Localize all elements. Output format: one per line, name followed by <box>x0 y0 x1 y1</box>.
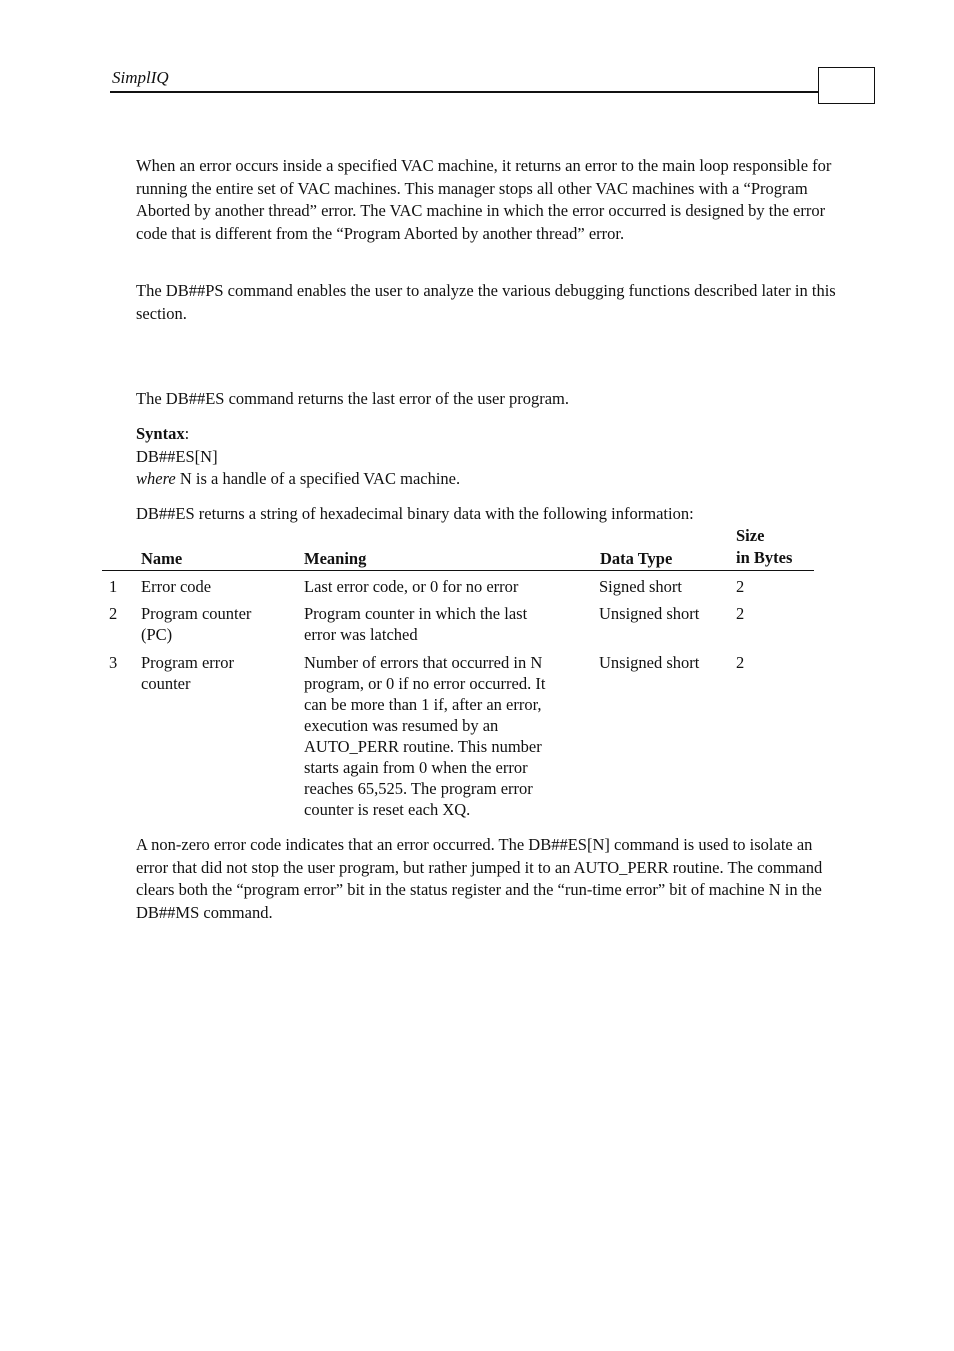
row-name <box>141 603 291 645</box>
error-info-table <box>102 526 814 819</box>
closing-paragraph: A non-zero error code indicates that an error occurred. The DB##ES[N] command is used to isolate an error that did not stop the user program, but rather jumped it to an AUTO_PERR routine. The command clears both the “program error” bit in the status register and the “run-time error” bit of machine N in the DB##MS command. <box>136 835 823 922</box>
row-meaning <box>304 603 586 645</box>
row-meaning-line: Program counter in which the last <box>304 604 528 623</box>
header-size-line1: Size <box>736 526 765 545</box>
row-meaning-line: execution was resumed by an <box>304 716 499 735</box>
syntax-label: Syntax <box>136 424 185 443</box>
row-number: 2 <box>109 604 118 623</box>
header-name: Name <box>141 549 183 568</box>
row-name-line: (PC) <box>141 625 173 644</box>
section-paragraph-2: DB##ES returns a string of hexadecimal binary data with the following information: <box>136 504 694 523</box>
header-rule <box>110 91 820 93</box>
table-header <box>102 526 814 571</box>
row-meaning-line: reaches 65,525. The program error <box>304 779 533 798</box>
row-number: 3 <box>109 653 118 672</box>
row-name-line: Program error <box>141 653 235 672</box>
syntax-block <box>136 423 460 491</box>
row-meaning-line: can be more than 1 if, after an error, <box>304 695 542 714</box>
row-name-line: Error code <box>141 577 212 596</box>
row-meaning-line: Last error code, or 0 for no error <box>304 577 519 596</box>
header-meaning: Meaning <box>304 549 367 568</box>
row-meaning-line: program, or 0 if no error occurred. It <box>304 674 546 693</box>
row-name <box>141 652 291 694</box>
table-row <box>102 603 814 652</box>
intro-paragraph-1: When an error occurs inside a specified VAC machine, it returns an error to the main loop responsible for running the entire set of VAC machines. This manager stops all other VAC machines with a “Program Aborted by another thread” error. The VAC machine in which the error occurred is designed by the error code that is different from the “Program Aborted by another thread” error. <box>136 156 832 243</box>
row-meaning-line: counter is reset each XQ. <box>304 800 471 819</box>
row-meaning-line: error was latched <box>304 625 418 644</box>
header-data-type: Data Type <box>600 549 673 568</box>
row-meaning-line: AUTO_PERR routine. This number <box>304 737 542 756</box>
where-description: N is a handle of a specified VAC machine. <box>175 469 461 488</box>
table-row <box>102 652 814 832</box>
syntax-colon: : <box>184 424 190 443</box>
row-data-type: Unsigned short <box>599 604 700 623</box>
row-data-type: Signed short <box>599 577 682 596</box>
header-size-line2: in Bytes <box>736 548 793 567</box>
row-name-line: counter <box>141 674 191 693</box>
syntax-where-line <box>136 468 460 491</box>
row-name-line: Program counter <box>141 604 252 623</box>
row-size: 2 <box>736 604 745 623</box>
row-size: 2 <box>736 653 745 672</box>
row-meaning <box>304 652 586 820</box>
row-meaning-line: Number of errors that occurred in N <box>304 653 543 672</box>
row-data-type: Unsigned short <box>599 653 700 672</box>
page-number-box <box>818 67 875 104</box>
row-size: 2 <box>736 577 745 596</box>
row-number: 1 <box>109 577 118 596</box>
header-title: SimplIQ <box>112 68 169 87</box>
row-meaning-line: starts again from 0 when the error <box>304 758 528 777</box>
row-name <box>141 576 291 597</box>
header-size <box>736 525 792 569</box>
section-paragraph-1: The DB##ES command returns the last error of the user program. <box>136 389 570 408</box>
where-word: where <box>136 469 176 488</box>
syntax-heading <box>136 423 460 446</box>
table-row <box>102 576 814 603</box>
syntax-command: DB##ES[N] <box>136 446 218 466</box>
row-meaning <box>304 576 586 597</box>
intro-paragraph-2: The DB##PS command enables the user to analyze the various debugging functions described later in this section. <box>136 281 836 323</box>
